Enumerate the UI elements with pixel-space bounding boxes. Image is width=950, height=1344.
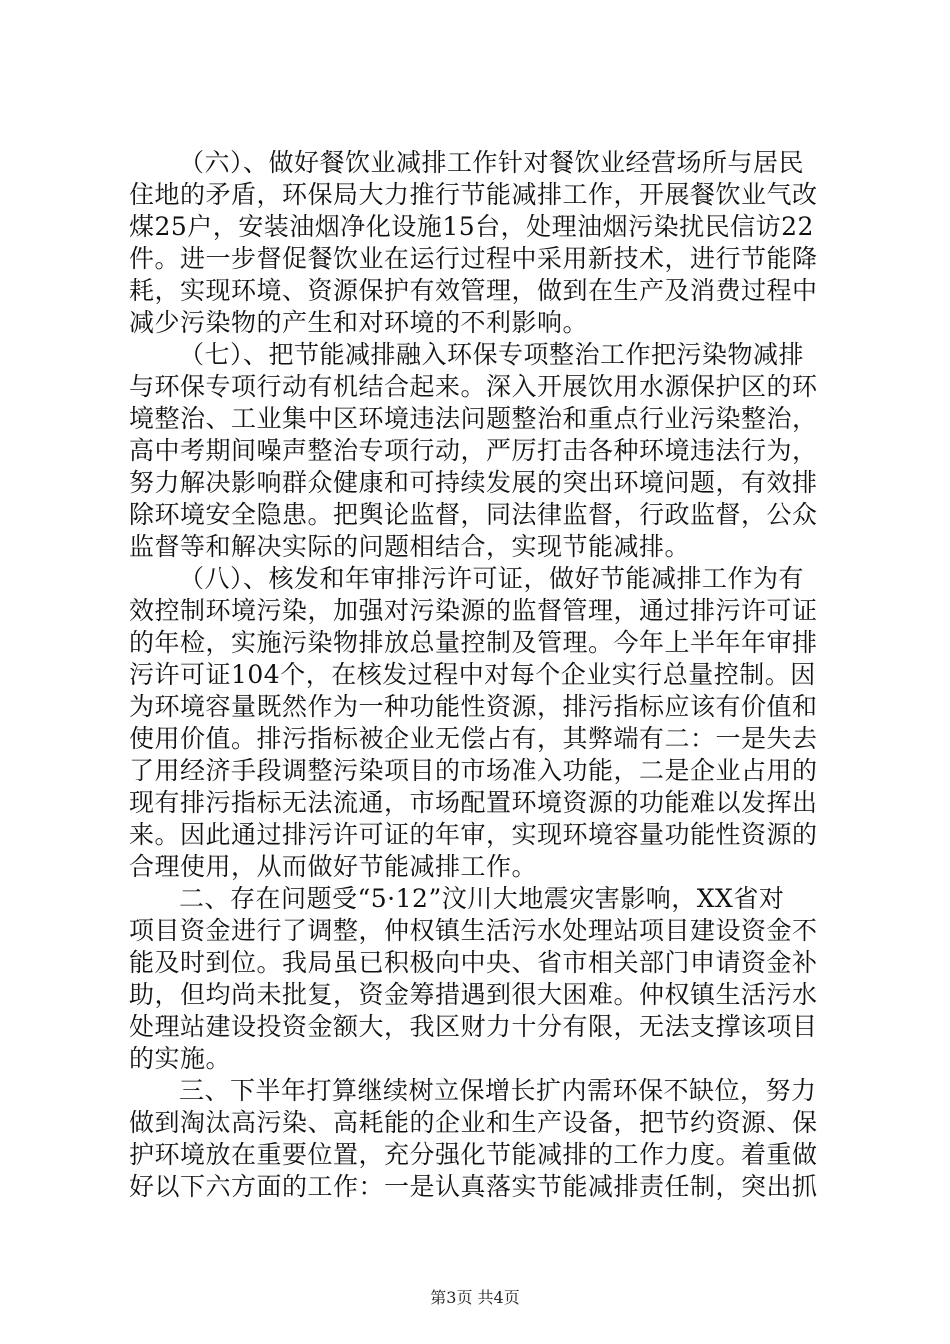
section-3-line: 做到淘汰高污染、高耗能的企业和生产设备，把节约资源、保 (129, 1108, 818, 1137)
paragraph-6-line: 煤25户，安装油烟净化设施15台，处理油烟污染扰民信访22 (129, 212, 814, 241)
body-text (129, 147, 829, 1203)
paragraph-8-line: 来。因此通过排污许可证的年审，实现环境容量功能性资源的 (129, 820, 818, 849)
paragraph-7-line: （七）、把节能减排融入环保专项整治工作把污染物减排 (179, 340, 805, 369)
section-2-line: 处理站建设投资金额大，我区财力十分有限，无法支撑该项目 (129, 1012, 818, 1041)
paragraph-6-line: 耗，实现环境、资源保护有效管理，做到在生产及消费过程中 (129, 276, 818, 305)
paragraph-7-line: 境整治、工业集中区环境违法问题整治和重点行业污染整治， (129, 404, 818, 433)
paragraph-7-line: 除环境安全隐患。把舆论监督，同法律监督，行政监督，公众 (129, 500, 818, 529)
section-2-line: 项目资金进行了调整，仲权镇生活污水处理站项目建设资金不 (129, 916, 818, 945)
paragraph-7-line: 监督等和解决实际的问题相结合，实现节能减排。 (129, 532, 691, 561)
paragraph-8-line: 效控制环境污染，加强对污染源的监督管理，通过排污许可证 (129, 596, 818, 625)
section-3-line: 护环境放在重要位置，充分强化节能减排的工作力度。着重做 (129, 1140, 818, 1169)
paragraph-8-line: 了用经济手段调整污染项目的市场准入功能，二是企业占用的 (129, 756, 818, 785)
paragraph-8-line: 使用价值。排污指标被企业无偿占有，其弊端有二：一是失去 (129, 724, 818, 753)
paragraph-6-line: 减少污染物的产生和对环境的不利影响。 (129, 308, 589, 337)
section-3-line: 好以下六方面的工作：一是认真落实节能减排责任制，突出抓 (129, 1172, 818, 1201)
paragraph-8-line: 现有排污指标无法流通，市场配置环境资源的功能难以发挥出 (129, 788, 818, 817)
page-number-footer: 第3页 共4页 (430, 1288, 520, 1307)
paragraph-6-line: 件。进一步督促餐饮业在运行过程中采用新技术，进行节能降 (129, 244, 818, 273)
paragraph-8-line: 合理使用，从而做好节能减排工作。 (129, 852, 538, 881)
section-2-line: 二、存在问题受“5·12”汶川大地震灾害影响，XX省对 (179, 884, 785, 913)
section-2-line: 的实施。 (129, 1044, 232, 1073)
paragraph-6-line: 住地的矛盾，环保局大力推行节能减排工作，开展餐饮业气改 (129, 180, 818, 209)
paragraph-8-line: （八）、核发和年审排污许可证，做好节能减排工作为有 (179, 564, 805, 593)
paragraph-8-line: 为环境容量既然作为一种功能性资源，排污指标应该有价值和 (129, 692, 818, 721)
paragraph-6-line: （六）、做好餐饮业减排工作针对餐饮业经营场所与居民 (179, 148, 805, 177)
paragraph-8-line: 污许可证104个，在核发过程中对每个企业实行总量控制。因 (129, 660, 816, 689)
section-2-line: 能及时到位。我局虽已积极向中央、省市相关部门申请资金补 (129, 948, 818, 977)
section-2-line: 助，但均尚未批复，资金筹措遇到很大困难。仲权镇生活污水 (129, 980, 818, 1009)
paragraph-8-line: 的年检，实施污染物排放总量控制及管理。今年上半年年审排 (129, 628, 818, 657)
paragraph-7-line: 努力解决影响群众健康和可持续发展的突出环境问题，有效排 (129, 468, 818, 497)
paragraph-7-line: 与环保专项行动有机结合起来。深入开展饮用水源保护区的环 (129, 372, 818, 401)
paragraph-7-line: 高中考期间噪声整治专项行动，严厉打击各种环境违法行为， (129, 436, 818, 465)
section-3-line: 三、下半年打算继续树立保增长扩内需环保不缺位，努力 (179, 1076, 817, 1105)
